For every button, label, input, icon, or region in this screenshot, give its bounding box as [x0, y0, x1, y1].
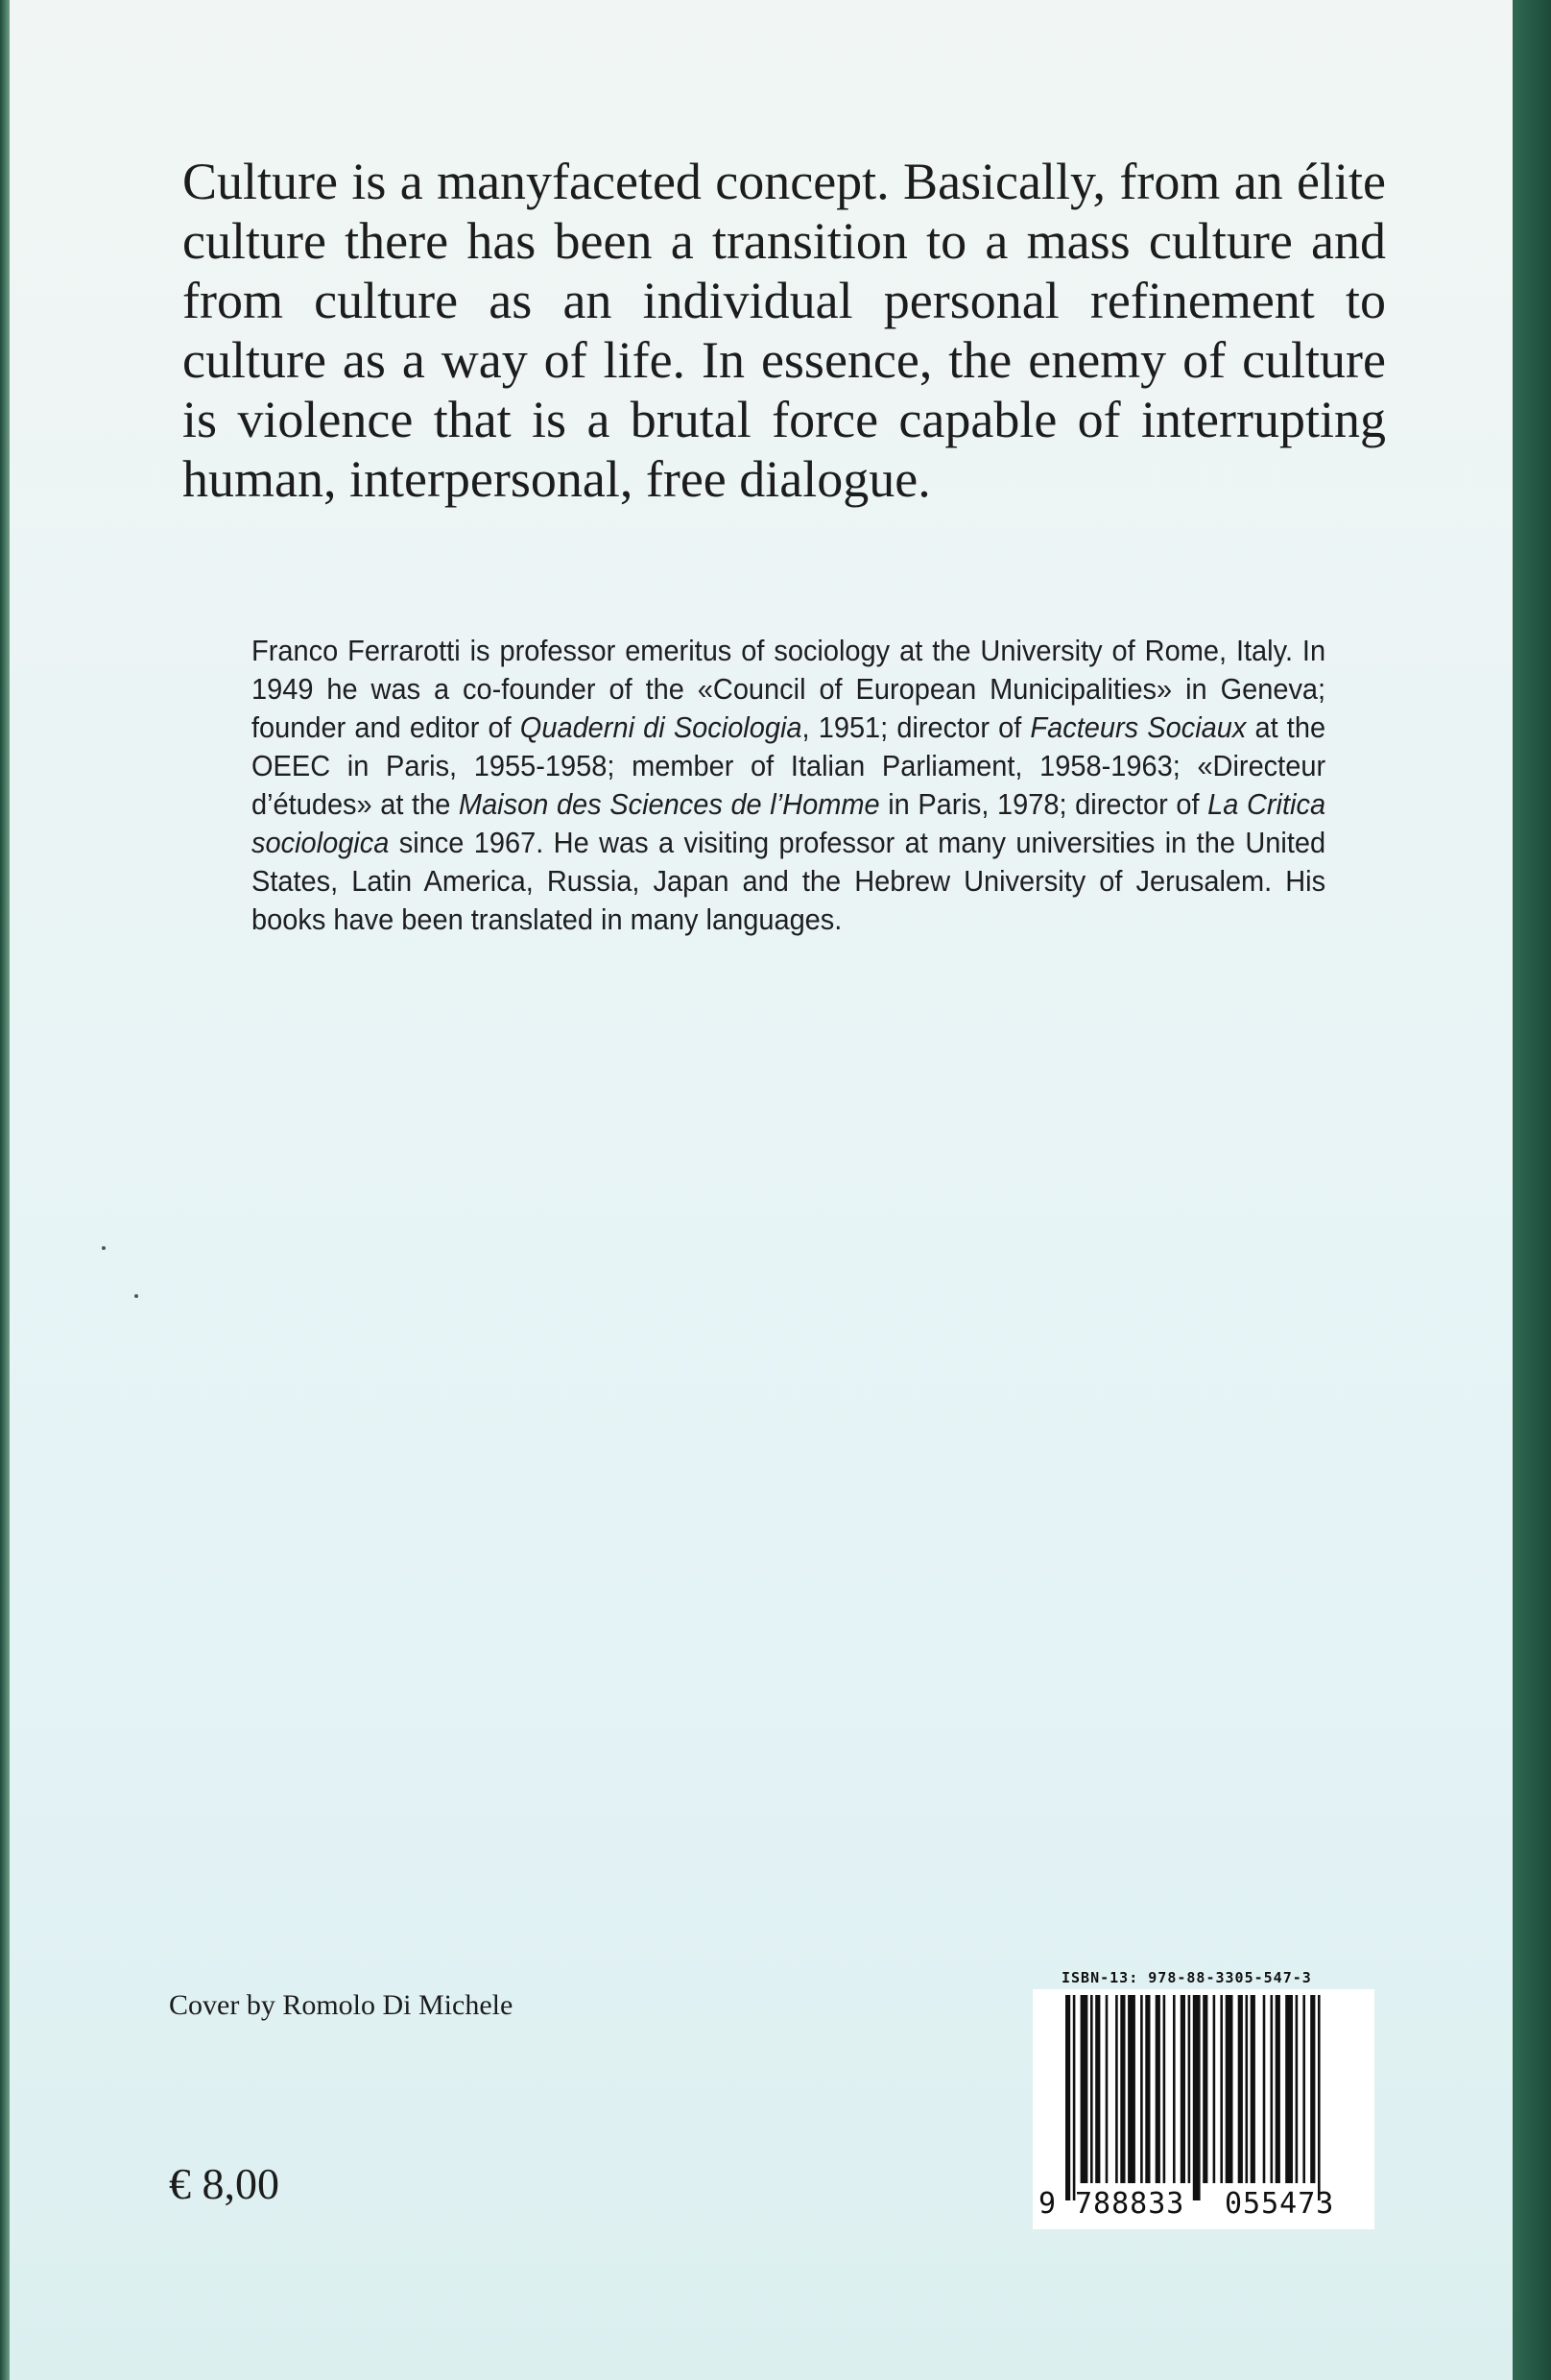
bio-title-critica: La Critica sociologica: [251, 788, 1326, 859]
barcode-bar: [1276, 1995, 1280, 2183]
bio-text: at the OEEC in Paris, 1955-1958; member of Italian Parliament, 1958-1963; «Directeur d’études» at the: [251, 711, 1326, 821]
barcode-bar: [1106, 1995, 1109, 2183]
barcode-bar: [1173, 1995, 1176, 2183]
back-cover: [10, 0, 1513, 2380]
bio-text: Franco Ferrarotti is professor emeritus of sociology at the University of Rome, Italy. In 1949 he was a co-founder of the «Council of European Municipalities» in Geneva; founder and editor of: [251, 635, 1326, 744]
barcode-bar: [1220, 1995, 1223, 2183]
barcode-bar: [1120, 1995, 1125, 2183]
barcode-bar: [1296, 1995, 1299, 2183]
price-label: € 8,00: [169, 2159, 279, 2208]
print-speck: [102, 1246, 106, 1250]
barcode-bar: [1213, 1995, 1216, 2183]
barcode-bar: [1188, 1995, 1191, 2183]
barcode-bar: [1203, 1995, 1207, 2183]
barcode-bar: [1073, 1995, 1076, 2200]
barcode-bar: [1065, 1995, 1070, 2200]
barcode-bar: [1302, 1995, 1305, 2183]
barcode-digits-left: 788833: [1075, 2187, 1185, 2221]
barcode-bar: [1181, 1995, 1185, 2183]
bio-text: , 1951; director of: [801, 711, 1031, 744]
isbn-label: ISBN-13: 978-88-3305-547-3: [1062, 1969, 1312, 1986]
barcode-bar: [1318, 1995, 1321, 2200]
barcode-bar: [1145, 1995, 1150, 2183]
barcode-digits-right: 055473: [1225, 2187, 1335, 2221]
barcode-bar: [1310, 1995, 1315, 2183]
barcode-bar: [1246, 1995, 1249, 2183]
barcode-bar: [1163, 1995, 1166, 2183]
print-speck: [134, 1294, 138, 1298]
bio-title-facteurs: Facteurs Sociaux: [1030, 711, 1247, 744]
bio-text: in Paris, 1978; director of: [879, 788, 1208, 821]
cover-credit: Cover by Romolo Di Michele: [169, 1989, 513, 2021]
barcode-bar: [1193, 1995, 1201, 2200]
barcode-bar: [1251, 1995, 1255, 2183]
barcode-digit-first: 9: [1038, 2187, 1057, 2221]
isbn-barcode: [1033, 1989, 1374, 2229]
barcode-bar: [1271, 1995, 1274, 2183]
bio-title-quaderni: Quaderni di Sociologia: [519, 711, 802, 744]
barcode-bar: [1081, 1995, 1088, 2183]
barcode-bar: [1128, 1995, 1135, 2183]
author-bio: [251, 632, 1325, 939]
barcode-bar: [1090, 1995, 1093, 2183]
barcode-bar: [1140, 1995, 1143, 2183]
barcode-bar: [1095, 1995, 1100, 2183]
barcode-bar: [1156, 1995, 1160, 2183]
barcode-bar: [1226, 1995, 1233, 2183]
cover-blurb: Culture is a manyfaceted concept. Basically, from an élite culture there has been a transition to a mass culture and from culture as an individual personal refinement to culture as a way of life. In essence, the enemy of culture is violence that is a brutal force capable of interrupting human, interpersonal, free dialogue.: [182, 153, 1386, 508]
barcode-bar: [1238, 1995, 1243, 2183]
barcode-bar: [1285, 1995, 1293, 2183]
bio-text: since 1967. He was a visiting professor at many universities in the United States, Latin America, Russia, Japan and the Hebrew University of Jerusalem. His books have been translated in many languages.: [251, 827, 1326, 936]
barcode-bar: [1115, 1995, 1118, 2183]
barcode-bar: [1263, 1995, 1266, 2183]
bio-title-maison: Maison des Sciences de l’Homme: [458, 788, 880, 821]
